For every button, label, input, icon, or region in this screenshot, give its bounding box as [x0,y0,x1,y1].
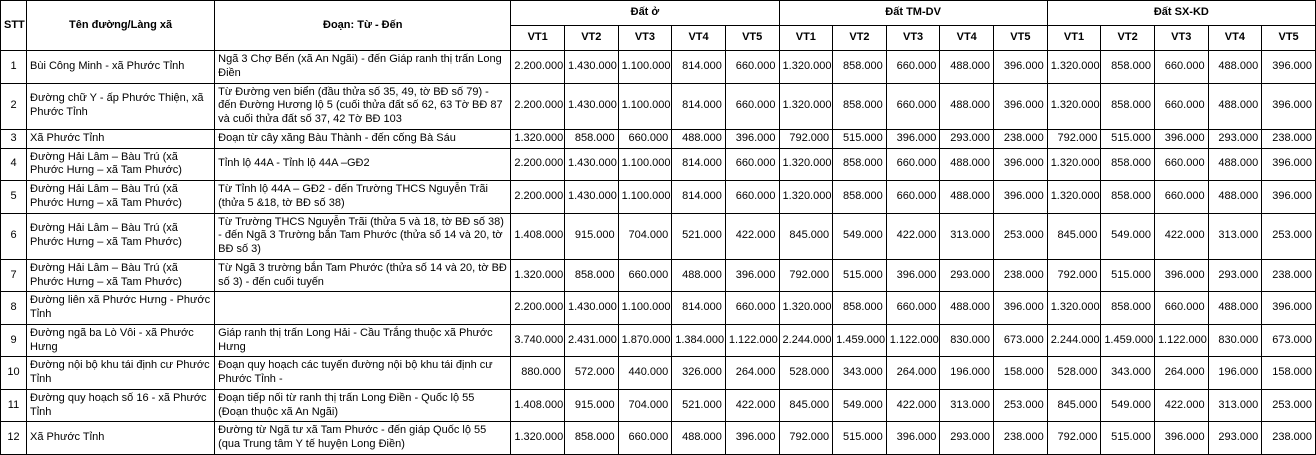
cell-price-o-vt5: 422.000 [725,389,779,422]
cell-price-sxkd-vt5: 396.000 [1262,51,1316,84]
cell-segment: Đoạn từ cây xăng Bàu Thành - đến cống Bà Sáu [215,129,511,148]
cell-price-tmdv-vt4: 488.000 [940,51,994,84]
table-row [1,51,1316,84]
cell-road-name: Đường ngã ba Lò Vôi - xã Phước Hưng [27,324,215,357]
cell-price-o-vt4: 814.000 [672,181,726,214]
cell-price-o-vt5: 396.000 [725,129,779,148]
cell-price-sxkd-vt2: 515.000 [1101,259,1155,292]
cell-stt: 10 [1,357,27,390]
column-header-sxkd-vt4: VT4 [1208,26,1262,51]
cell-price-o-vt4: 814.000 [672,148,726,181]
column-header-sxkd-vt2: VT2 [1101,26,1155,51]
cell-price-sxkd-vt3: 396.000 [1154,422,1208,455]
cell-price-o-vt1: 1.408.000 [511,389,565,422]
cell-price-o-vt3: 660.000 [618,422,672,455]
cell-price-o-vt5: 1.122.000 [725,324,779,357]
table-row [1,389,1316,422]
cell-price-sxkd-vt3: 660.000 [1154,51,1208,84]
cell-price-o-vt4: 1.384.000 [672,324,726,357]
cell-price-sxkd-vt4: 313.000 [1208,213,1262,259]
cell-price-o-vt2: 1.430.000 [564,292,618,325]
cell-price-sxkd-vt1: 845.000 [1047,389,1101,422]
cell-price-o-vt2: 858.000 [564,259,618,292]
cell-price-sxkd-vt3: 422.000 [1154,389,1208,422]
cell-stt: 8 [1,292,27,325]
cell-price-o-vt2: 915.000 [564,389,618,422]
column-header-o-vt5: VT5 [725,26,779,51]
cell-road-name: Đường quy hoạch số 16 - xã Phước Tỉnh [27,389,215,422]
column-header-stt: STT [1,1,27,51]
cell-price-tmdv-vt5: 396.000 [994,83,1048,129]
cell-price-o-vt1: 2.200.000 [511,51,565,84]
cell-price-o-vt1: 2.200.000 [511,292,565,325]
column-header-o-vt1: VT1 [511,26,565,51]
cell-price-sxkd-vt3: 1.122.000 [1154,324,1208,357]
cell-road-name: Đường Hải Lâm – Bàu Trú (xã Phước Hưng – xã Tam Phước) [27,259,215,292]
cell-price-tmdv-vt1: 1.320.000 [779,148,833,181]
cell-stt: 4 [1,148,27,181]
cell-price-tmdv-vt2: 515.000 [833,259,887,292]
cell-price-tmdv-vt3: 396.000 [886,259,940,292]
cell-price-o-vt5: 264.000 [725,357,779,390]
cell-price-sxkd-vt3: 660.000 [1154,148,1208,181]
group-header-commercial-service-land: Đất TM-DV [779,1,1047,26]
cell-segment: Đường từ Ngã tư xã Tam Phước - đến giáp Quốc lộ 55 (qua Trung tâm Y tế huyện Long Điền) [215,422,511,455]
column-header-sxkd-vt5: VT5 [1262,26,1316,51]
cell-price-o-vt5: 660.000 [725,51,779,84]
cell-price-o-vt5: 660.000 [725,292,779,325]
cell-price-o-vt5: 660.000 [725,181,779,214]
cell-price-o-vt5: 422.000 [725,213,779,259]
cell-price-sxkd-vt1: 1.320.000 [1047,148,1101,181]
cell-price-tmdv-vt4: 313.000 [940,213,994,259]
column-header-tmdv-vt4: VT4 [940,26,994,51]
cell-price-o-vt4: 521.000 [672,389,726,422]
cell-price-o-vt3: 440.000 [618,357,672,390]
cell-price-sxkd-vt5: 396.000 [1262,181,1316,214]
cell-price-o-vt4: 521.000 [672,213,726,259]
cell-price-o-vt4: 814.000 [672,292,726,325]
cell-price-tmdv-vt3: 1.122.000 [886,324,940,357]
cell-price-tmdv-vt3: 660.000 [886,181,940,214]
cell-stt: 12 [1,422,27,455]
cell-price-o-vt4: 488.000 [672,259,726,292]
table-row [1,129,1316,148]
cell-price-tmdv-vt5: 396.000 [994,51,1048,84]
cell-price-sxkd-vt5: 396.000 [1262,148,1316,181]
cell-road-name: Đường chữ Y - ấp Phước Thiện, xã Phước Tỉnh [27,83,215,129]
cell-price-sxkd-vt2: 549.000 [1101,213,1155,259]
column-header-sxkd-vt3: VT3 [1154,26,1208,51]
cell-price-tmdv-vt2: 858.000 [833,181,887,214]
cell-price-sxkd-vt1: 1.320.000 [1047,181,1101,214]
cell-price-tmdv-vt5: 396.000 [994,148,1048,181]
column-header-tmdv-vt1: VT1 [779,26,833,51]
cell-price-sxkd-vt2: 858.000 [1101,181,1155,214]
cell-stt: 6 [1,213,27,259]
cell-price-o-vt4: 488.000 [672,422,726,455]
cell-price-tmdv-vt2: 515.000 [833,129,887,148]
cell-price-sxkd-vt2: 858.000 [1101,148,1155,181]
cell-price-o-vt4: 814.000 [672,51,726,84]
column-header-o-vt3: VT3 [618,26,672,51]
cell-price-tmdv-vt2: 515.000 [833,422,887,455]
cell-price-o-vt1: 1.320.000 [511,129,565,148]
cell-price-tmdv-vt4: 293.000 [940,129,994,148]
cell-price-tmdv-vt3: 422.000 [886,213,940,259]
cell-price-tmdv-vt2: 858.000 [833,148,887,181]
cell-price-tmdv-vt4: 488.000 [940,83,994,129]
cell-price-o-vt5: 396.000 [725,422,779,455]
cell-price-o-vt4: 326.000 [672,357,726,390]
cell-segment: Ngã 3 Chợ Bến (xã An Ngãi) - đến Giáp ranh thị trấn Long Điền [215,51,511,84]
cell-road-name: Đường Hải Lâm – Bàu Trú (xã Phước Hưng – xã Tam Phước) [27,181,215,214]
cell-price-o-vt2: 1.430.000 [564,83,618,129]
cell-price-o-vt1: 2.200.000 [511,148,565,181]
cell-stt: 7 [1,259,27,292]
cell-price-tmdv-vt1: 1.320.000 [779,83,833,129]
cell-price-o-vt2: 2.431.000 [564,324,618,357]
table-row [1,292,1316,325]
cell-price-o-vt3: 660.000 [618,129,672,148]
cell-price-o-vt4: 814.000 [672,83,726,129]
cell-price-tmdv-vt5: 253.000 [994,389,1048,422]
cell-price-tmdv-vt5: 238.000 [994,259,1048,292]
cell-price-tmdv-vt3: 660.000 [886,148,940,181]
cell-price-o-vt3: 704.000 [618,213,672,259]
cell-price-tmdv-vt1: 1.320.000 [779,292,833,325]
cell-price-sxkd-vt2: 1.459.000 [1101,324,1155,357]
header-row-groups [1,1,1316,26]
cell-price-tmdv-vt5: 673.000 [994,324,1048,357]
table-row [1,259,1316,292]
cell-price-tmdv-vt2: 549.000 [833,389,887,422]
cell-price-tmdv-vt3: 396.000 [886,129,940,148]
cell-price-sxkd-vt5: 253.000 [1262,389,1316,422]
cell-price-tmdv-vt4: 293.000 [940,259,994,292]
cell-price-sxkd-vt5: 253.000 [1262,213,1316,259]
column-header-tmdv-vt3: VT3 [886,26,940,51]
column-header-segment: Đoạn: Từ - Đến [215,1,511,51]
cell-price-sxkd-vt5: 238.000 [1262,129,1316,148]
cell-price-sxkd-vt3: 660.000 [1154,181,1208,214]
cell-price-tmdv-vt5: 158.000 [994,357,1048,390]
table-row [1,83,1316,129]
cell-price-o-vt3: 1.100.000 [618,51,672,84]
cell-segment [215,292,511,325]
table-row [1,357,1316,390]
cell-price-sxkd-vt5: 396.000 [1262,83,1316,129]
cell-stt: 11 [1,389,27,422]
cell-price-o-vt1: 3.740.000 [511,324,565,357]
cell-price-sxkd-vt2: 515.000 [1101,129,1155,148]
cell-price-tmdv-vt5: 396.000 [994,292,1048,325]
cell-price-sxkd-vt4: 488.000 [1208,292,1262,325]
cell-price-sxkd-vt3: 660.000 [1154,83,1208,129]
cell-price-tmdv-vt1: 1.320.000 [779,51,833,84]
cell-price-tmdv-vt3: 660.000 [886,51,940,84]
cell-stt: 2 [1,83,27,129]
cell-price-tmdv-vt5: 238.000 [994,129,1048,148]
cell-price-tmdv-vt2: 343.000 [833,357,887,390]
cell-price-o-vt3: 704.000 [618,389,672,422]
cell-price-sxkd-vt3: 422.000 [1154,213,1208,259]
cell-price-o-vt3: 660.000 [618,259,672,292]
cell-price-tmdv-vt2: 858.000 [833,292,887,325]
column-header-tmdv-vt2: VT2 [833,26,887,51]
table-row [1,213,1316,259]
column-header-o-vt4: VT4 [672,26,726,51]
cell-stt: 5 [1,181,27,214]
cell-price-tmdv-vt1: 792.000 [779,259,833,292]
cell-price-tmdv-vt4: 293.000 [940,422,994,455]
cell-price-sxkd-vt4: 313.000 [1208,389,1262,422]
cell-price-o-vt5: 396.000 [725,259,779,292]
cell-price-o-vt3: 1.100.000 [618,181,672,214]
cell-price-sxkd-vt5: 673.000 [1262,324,1316,357]
column-header-o-vt2: VT2 [564,26,618,51]
cell-price-tmdv-vt5: 238.000 [994,422,1048,455]
cell-price-sxkd-vt3: 396.000 [1154,129,1208,148]
cell-price-o-vt1: 880.000 [511,357,565,390]
cell-price-sxkd-vt2: 343.000 [1101,357,1155,390]
cell-price-o-vt5: 660.000 [725,148,779,181]
cell-price-o-vt2: 858.000 [564,422,618,455]
cell-price-tmdv-vt4: 313.000 [940,389,994,422]
cell-price-o-vt2: 1.430.000 [564,148,618,181]
cell-price-sxkd-vt4: 293.000 [1208,259,1262,292]
cell-road-name: Đường nội bộ khu tái định cư Phước Tỉnh [27,357,215,390]
column-header-tmdv-vt5: VT5 [994,26,1048,51]
cell-price-tmdv-vt2: 858.000 [833,51,887,84]
cell-road-name: Đường Hải Lâm – Bàu Trú (xã Phước Hưng – xã Tam Phước) [27,213,215,259]
cell-price-o-vt1: 2.200.000 [511,181,565,214]
cell-price-tmdv-vt5: 396.000 [994,181,1048,214]
cell-price-tmdv-vt1: 845.000 [779,389,833,422]
group-header-residential-land: Đất ở [511,1,779,26]
cell-price-tmdv-vt2: 1.459.000 [833,324,887,357]
cell-price-o-vt5: 660.000 [725,83,779,129]
cell-price-tmdv-vt1: 2.244.000 [779,324,833,357]
cell-price-sxkd-vt5: 396.000 [1262,292,1316,325]
cell-price-sxkd-vt4: 488.000 [1208,83,1262,129]
cell-price-tmdv-vt4: 488.000 [940,148,994,181]
cell-price-sxkd-vt2: 858.000 [1101,83,1155,129]
cell-price-tmdv-vt3: 396.000 [886,422,940,455]
cell-price-sxkd-vt1: 1.320.000 [1047,83,1101,129]
cell-price-sxkd-vt2: 858.000 [1101,292,1155,325]
cell-price-o-vt1: 2.200.000 [511,83,565,129]
cell-stt: 1 [1,51,27,84]
cell-price-tmdv-vt2: 549.000 [833,213,887,259]
cell-price-sxkd-vt1: 792.000 [1047,129,1101,148]
column-header-road-name: Tên đường/Làng xã [27,1,215,51]
cell-price-tmdv-vt1: 845.000 [779,213,833,259]
cell-price-sxkd-vt3: 396.000 [1154,259,1208,292]
cell-price-o-vt1: 1.408.000 [511,213,565,259]
cell-price-tmdv-vt4: 830.000 [940,324,994,357]
group-header-production-business-land: Đất SX-KD [1047,1,1315,26]
cell-price-sxkd-vt4: 830.000 [1208,324,1262,357]
cell-price-sxkd-vt1: 792.000 [1047,422,1101,455]
cell-price-sxkd-vt1: 845.000 [1047,213,1101,259]
cell-stt: 3 [1,129,27,148]
table-row [1,422,1316,455]
cell-price-sxkd-vt1: 1.320.000 [1047,51,1101,84]
cell-price-o-vt1: 1.320.000 [511,422,565,455]
cell-stt: 9 [1,324,27,357]
cell-road-name: Đường Hải Lâm – Bàu Trú (xã Phước Hưng – xã Tam Phước) [27,148,215,181]
cell-price-tmdv-vt3: 264.000 [886,357,940,390]
cell-price-sxkd-vt5: 238.000 [1262,422,1316,455]
cell-price-o-vt2: 915.000 [564,213,618,259]
cell-price-sxkd-vt2: 515.000 [1101,422,1155,455]
cell-price-o-vt2: 858.000 [564,129,618,148]
cell-price-tmdv-vt1: 528.000 [779,357,833,390]
column-header-sxkd-vt1: VT1 [1047,26,1101,51]
cell-segment: Từ Ngã 3 trường bắn Tam Phước (thửa số 14 và 20, tờ BĐ số 3) - đến cuối tuyến [215,259,511,292]
cell-price-o-vt3: 1.100.000 [618,292,672,325]
cell-price-o-vt1: 1.320.000 [511,259,565,292]
cell-price-sxkd-vt4: 196.000 [1208,357,1262,390]
cell-price-tmdv-vt3: 660.000 [886,83,940,129]
cell-price-sxkd-vt1: 1.320.000 [1047,292,1101,325]
table-row [1,148,1316,181]
cell-price-o-vt3: 1.100.000 [618,83,672,129]
cell-price-o-vt3: 1.100.000 [618,148,672,181]
cell-segment: Từ Trường THCS Nguyễn Trãi (thửa 5 và 18, tờ BĐ số 38) - đến Ngã 3 Trường bắn Tam Phước (thửa số 14 và 20, tờ BĐ số 3) [215,213,511,259]
cell-segment: Đoạn tiếp nối từ ranh thị trấn Long Điền - Quốc lộ 55 (Đoạn thuộc xã An Ngãi) [215,389,511,422]
table-row [1,181,1316,214]
cell-price-sxkd-vt4: 293.000 [1208,129,1262,148]
cell-price-sxkd-vt5: 158.000 [1262,357,1316,390]
cell-price-sxkd-vt5: 238.000 [1262,259,1316,292]
cell-price-sxkd-vt4: 488.000 [1208,181,1262,214]
cell-price-tmdv-vt3: 422.000 [886,389,940,422]
cell-price-o-vt2: 1.430.000 [564,51,618,84]
cell-price-tmdv-vt4: 488.000 [940,181,994,214]
cell-price-sxkd-vt1: 528.000 [1047,357,1101,390]
cell-segment: Giáp ranh thị trấn Long Hải - Cầu Trắng thuộc xã Phước Hưng [215,324,511,357]
cell-price-tmdv-vt5: 253.000 [994,213,1048,259]
cell-price-o-vt3: 1.870.000 [618,324,672,357]
table-row [1,324,1316,357]
cell-price-sxkd-vt3: 660.000 [1154,292,1208,325]
table-header [1,1,1316,51]
cell-price-tmdv-vt4: 488.000 [940,292,994,325]
cell-road-name: Đường liên xã Phước Hưng - Phước Tỉnh [27,292,215,325]
cell-price-sxkd-vt3: 264.000 [1154,357,1208,390]
cell-price-tmdv-vt1: 1.320.000 [779,181,833,214]
cell-price-sxkd-vt4: 488.000 [1208,51,1262,84]
cell-price-sxkd-vt1: 2.244.000 [1047,324,1101,357]
cell-road-name: Xã Phước Tỉnh [27,129,215,148]
cell-price-sxkd-vt4: 293.000 [1208,422,1262,455]
cell-segment: Đoạn quy hoạch các tuyến đường nội bộ khu tái định cư Phước Tỉnh - [215,357,511,390]
cell-price-sxkd-vt2: 549.000 [1101,389,1155,422]
cell-price-o-vt2: 572.000 [564,357,618,390]
cell-segment: Từ Tỉnh lộ 44A – GĐ2 - đến Trường THCS Nguyễn Trãi (thửa 5 &18, tờ BĐ số 38) [215,181,511,214]
cell-road-name: Bùi Công Minh - xã Phước Tỉnh [27,51,215,84]
cell-price-tmdv-vt3: 660.000 [886,292,940,325]
cell-price-tmdv-vt2: 858.000 [833,83,887,129]
cell-price-sxkd-vt4: 488.000 [1208,148,1262,181]
cell-price-o-vt2: 1.430.000 [564,181,618,214]
cell-road-name: Xã Phước Tỉnh [27,422,215,455]
table-body [1,51,1316,455]
cell-segment: Từ Đường ven biển (đầu thửa số 35, 49, tờ BĐ số 79) - đến Đường Hương lộ 5 (cuối thửa đất số 62, 63 Tờ BĐ 87 và cuối thửa đất số 37, 42 Tờ BĐ 103 [215,83,511,129]
cell-price-tmdv-vt1: 792.000 [779,422,833,455]
cell-segment: Tỉnh lộ 44A - Tỉnh lộ 44A –GĐ2 [215,148,511,181]
cell-price-tmdv-vt1: 792.000 [779,129,833,148]
cell-price-tmdv-vt4: 196.000 [940,357,994,390]
cell-price-sxkd-vt2: 858.000 [1101,51,1155,84]
cell-price-sxkd-vt1: 792.000 [1047,259,1101,292]
cell-price-o-vt4: 488.000 [672,129,726,148]
